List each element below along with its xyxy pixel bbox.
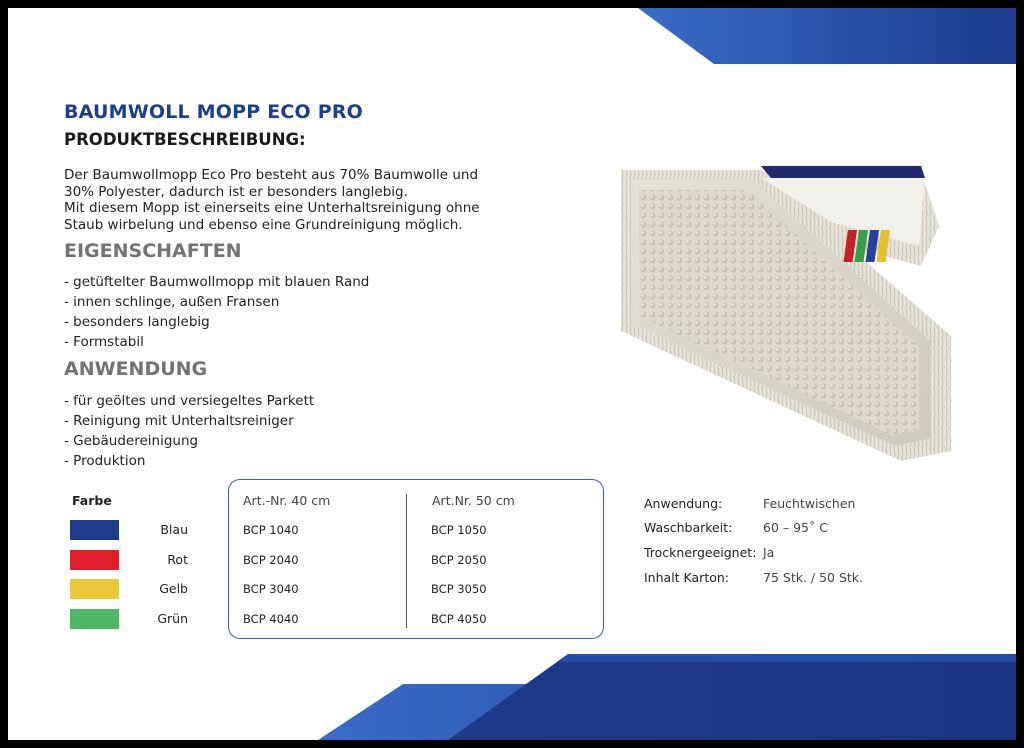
list-item: - für geöltes und versiegeltes Parkett bbox=[64, 393, 315, 409]
color-row bbox=[70, 550, 200, 572]
spec-label-waschbarkeit: Waschbarkeit: bbox=[644, 520, 733, 535]
table-cell: BCP 4050 bbox=[431, 612, 487, 626]
anwendung-heading: ANWENDUNG bbox=[64, 358, 208, 380]
bottom-decorative-band bbox=[8, 654, 1016, 740]
list-item: - Reinigung mit Unterhaltsreiniger bbox=[64, 413, 294, 429]
list-item: - Formstabil bbox=[64, 334, 144, 350]
color-name: Rot bbox=[167, 552, 188, 567]
description-line: 30% Polyester, dadurch ist er besonders langlebig. bbox=[64, 183, 408, 200]
color-swatch-blau bbox=[70, 520, 119, 540]
table-cell: BCP 4040 bbox=[243, 612, 299, 626]
description-line: Der Baumwollmopp Eco Pro besteht aus 70% Baumwolle und bbox=[64, 167, 479, 183]
color-swatch-gelb bbox=[70, 579, 119, 599]
list-item: - getüftelter Baumwollmopp mit blauen Rand bbox=[64, 274, 370, 290]
product-subtitle: PRODUKTBESCHREIBUNG: bbox=[64, 130, 306, 149]
anwendung-list bbox=[64, 391, 314, 471]
list-item: - Produktion bbox=[64, 453, 146, 469]
table-cell: BCP 1050 bbox=[431, 523, 487, 537]
list-item: - Gebäudereinigung bbox=[64, 433, 199, 449]
table-cell: BCP 2050 bbox=[431, 553, 487, 567]
list-item: - besonders langlebig bbox=[64, 314, 210, 330]
table-cell: BCP 1040 bbox=[243, 523, 299, 537]
product-title: BAUMWOLL MOPP ECO PRO bbox=[64, 101, 363, 123]
table-cell: BCP 3040 bbox=[243, 582, 299, 596]
product-sheet bbox=[8, 8, 1016, 740]
table-cell: BCP 2040 bbox=[243, 553, 299, 567]
column-header-50cm: Art.Nr. 50 cm bbox=[432, 493, 515, 508]
spec-value-waschbarkeit: 60 – 95˚ C bbox=[763, 520, 828, 535]
spec-value-trocknergeeignet: Ja bbox=[763, 545, 775, 560]
color-row bbox=[70, 609, 200, 631]
description-line: Mit diesem Mopp ist einerseits eine Unterhaltsreinigung ohne bbox=[64, 200, 480, 216]
color-name: Gelb bbox=[159, 581, 188, 596]
spec-value-anwendung: Feuchtwischen bbox=[763, 496, 856, 511]
color-name: Blau bbox=[160, 522, 188, 537]
list-item: - innen schlinge, außen Fransen bbox=[64, 294, 280, 310]
top-decorative-band bbox=[638, 8, 1016, 64]
color-name: Grün bbox=[157, 611, 188, 626]
description-line: Staub wirbelung und ebenso eine Grundreinigung möglich. bbox=[64, 216, 463, 233]
color-swatch-rot bbox=[70, 550, 119, 570]
mop-product-image bbox=[621, 166, 976, 471]
column-header-40cm: Art.-Nr. 40 cm bbox=[243, 493, 331, 508]
color-swatch-gruen bbox=[70, 609, 119, 629]
color-heading: Farbe bbox=[72, 493, 112, 508]
product-description bbox=[64, 167, 584, 233]
spec-value-inhalt-karton: 75 Stk. / 50 Stk. bbox=[763, 570, 864, 585]
color-row bbox=[70, 579, 200, 601]
spec-label-trocknergeeignet: Trocknergeeignet: bbox=[644, 545, 757, 560]
color-row bbox=[70, 520, 200, 542]
table-cell: BCP 3050 bbox=[431, 582, 487, 596]
spec-label-inhalt-karton: Inhalt Karton: bbox=[644, 570, 729, 585]
eigenschaften-heading: EIGENSCHAFTEN bbox=[64, 240, 242, 262]
eigenschaften-list bbox=[64, 272, 369, 352]
article-number-table bbox=[228, 479, 604, 639]
table-divider bbox=[406, 494, 407, 628]
spec-label-anwendung: Anwendung: bbox=[644, 496, 723, 511]
